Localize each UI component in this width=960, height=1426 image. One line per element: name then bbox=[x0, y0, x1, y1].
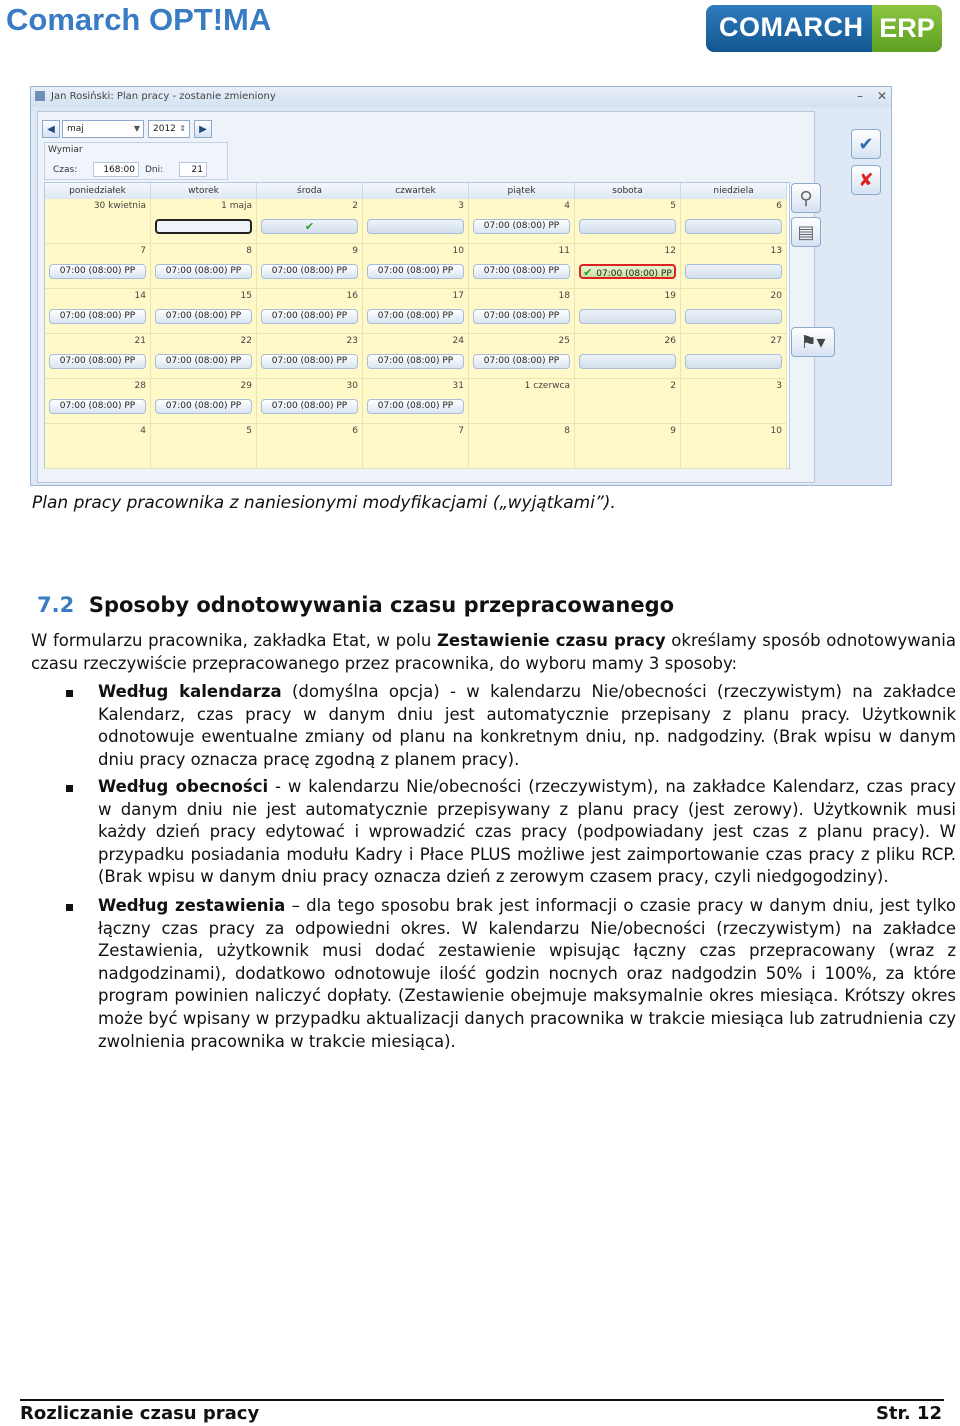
footer-divider bbox=[20, 1399, 944, 1401]
day-schedule-slot[interactable]: 07:00 (08:00) PP bbox=[473, 309, 570, 324]
day-number: 19 bbox=[664, 291, 676, 301]
window-titlebar bbox=[31, 87, 891, 107]
calendar-day[interactable] bbox=[45, 289, 151, 334]
day-number: 26 bbox=[664, 336, 676, 346]
calendar-day[interactable] bbox=[363, 199, 469, 244]
day-schedule-slot[interactable]: 07:00 (08:00) PP bbox=[155, 354, 252, 369]
calendar-day[interactable] bbox=[681, 244, 787, 289]
check-icon: ✔ bbox=[583, 266, 597, 279]
czas-label: Czas: bbox=[53, 165, 78, 175]
day-number: 4 bbox=[564, 201, 570, 211]
day-schedule-slot[interactable]: 07:00 (08:00) PP bbox=[155, 399, 252, 414]
day-number: 8 bbox=[246, 246, 252, 256]
chevron-down-icon: ▼ bbox=[133, 124, 140, 133]
weekday-header: piątek bbox=[469, 183, 575, 199]
day-schedule-slot[interactable]: 07:00 (08:00) PP bbox=[367, 309, 464, 324]
day-number: 11 bbox=[558, 246, 570, 256]
day-number: 9 bbox=[352, 246, 358, 256]
bullet-calendar-title: Według kalendarza bbox=[98, 682, 282, 701]
day-number: 3 bbox=[776, 381, 782, 391]
calendar-day[interactable] bbox=[681, 334, 787, 379]
day-number: 30 bbox=[346, 381, 358, 391]
day-schedule-slot[interactable] bbox=[579, 354, 676, 369]
year-value: 2012 bbox=[153, 124, 176, 134]
day-number: 1 maja bbox=[221, 201, 252, 211]
day-schedule-slot[interactable]: 07:00 (08:00) PP bbox=[261, 264, 358, 279]
calendar-day[interactable] bbox=[575, 379, 681, 424]
calendar-day[interactable] bbox=[151, 334, 257, 379]
weekday-header: sobota bbox=[575, 183, 681, 199]
calendar-panel bbox=[37, 111, 815, 483]
day-number: 7 bbox=[458, 426, 464, 436]
day-schedule-slot[interactable] bbox=[685, 354, 782, 369]
day-schedule-slot[interactable] bbox=[261, 219, 358, 234]
day-number: 24 bbox=[452, 336, 464, 346]
calendar-day[interactable] bbox=[45, 334, 151, 379]
calendar-day[interactable] bbox=[45, 199, 151, 244]
calendar-day[interactable] bbox=[45, 379, 151, 424]
calendar-day[interactable] bbox=[469, 334, 575, 379]
day-number: 20 bbox=[770, 291, 782, 301]
calendar-day[interactable] bbox=[469, 199, 575, 244]
document-title: Comarch OPT!MA bbox=[6, 2, 272, 37]
bullet-summary-title: Według zestawienia bbox=[98, 896, 286, 915]
weekday-header: niedziela bbox=[681, 183, 787, 199]
section-number: 7.2 bbox=[37, 593, 75, 617]
day-number: 29 bbox=[240, 381, 252, 391]
save-icon[interactable]: ✔ bbox=[851, 129, 881, 159]
day-schedule-slot[interactable] bbox=[367, 219, 464, 234]
calendar-day[interactable] bbox=[681, 199, 787, 244]
bullet-presence-title: Według obecności bbox=[98, 777, 269, 796]
day-schedule-slot[interactable]: 07:00 (08:00) PP bbox=[49, 399, 146, 414]
bullet-marker bbox=[66, 690, 73, 697]
calendar-day[interactable] bbox=[45, 424, 151, 469]
day-number: 15 bbox=[240, 291, 252, 301]
calendar-day[interactable] bbox=[257, 334, 363, 379]
day-number: 21 bbox=[134, 336, 146, 346]
day-number: 25 bbox=[558, 336, 570, 346]
day-number: 6 bbox=[352, 426, 358, 436]
day-schedule-slot[interactable] bbox=[685, 264, 782, 279]
weekday-header: czwartek bbox=[363, 183, 469, 199]
calendar-day[interactable] bbox=[363, 379, 469, 424]
day-number: 13 bbox=[770, 246, 782, 256]
day-schedule-slot[interactable] bbox=[579, 264, 676, 279]
work-plan-window bbox=[30, 86, 892, 486]
cancel-icon[interactable]: ✘ bbox=[851, 165, 881, 195]
day-schedule-slot[interactable]: 07:00 (08:00) PP bbox=[261, 309, 358, 324]
calendar-day[interactable] bbox=[469, 244, 575, 289]
day-number: 6 bbox=[776, 201, 782, 211]
calendar-day[interactable] bbox=[151, 289, 257, 334]
intro-bold: Zestawienie czasu pracy bbox=[436, 631, 666, 650]
calendar-day[interactable] bbox=[363, 244, 469, 289]
calendar-day[interactable] bbox=[151, 244, 257, 289]
bullet-marker bbox=[66, 785, 73, 792]
weekday-header: poniedziałek bbox=[45, 183, 151, 199]
action-menu-icon[interactable]: ⚑▾ bbox=[791, 327, 835, 357]
bullet-calendar bbox=[98, 681, 956, 771]
day-schedule-slot[interactable] bbox=[685, 219, 782, 234]
day-number: 4 bbox=[140, 426, 146, 436]
day-number: 2 bbox=[352, 201, 358, 211]
day-number: 10 bbox=[770, 426, 782, 436]
day-number: 1 czerwca bbox=[524, 381, 570, 391]
delete-icon[interactable]: ▤ bbox=[791, 217, 821, 247]
calendar-day[interactable] bbox=[257, 424, 363, 469]
day-number: 5 bbox=[670, 201, 676, 211]
day-number: 9 bbox=[670, 426, 676, 436]
czas-field: 168:00 bbox=[93, 162, 139, 177]
calendar-day[interactable] bbox=[363, 289, 469, 334]
calendar-day[interactable] bbox=[575, 424, 681, 469]
day-number: 31 bbox=[452, 381, 464, 391]
day-number: 17 bbox=[452, 291, 464, 301]
day-number: 22 bbox=[240, 336, 252, 346]
logo-erp-text: ERP bbox=[872, 5, 942, 52]
day-schedule-slot[interactable] bbox=[579, 219, 676, 234]
day-number: 30 kwietnia bbox=[93, 201, 146, 211]
day-number: 8 bbox=[564, 426, 570, 436]
day-schedule-slot[interactable]: 07:00 (08:00) PP bbox=[155, 264, 252, 279]
close-icon[interactable]: ✕ bbox=[877, 89, 888, 103]
day-schedule-slot[interactable]: 07:00 (08:00) PP bbox=[49, 309, 146, 324]
day-schedule-slot[interactable]: 07:00 (08:00) PP bbox=[367, 264, 464, 279]
calendar-day[interactable] bbox=[469, 424, 575, 469]
slot-text: 07:00 (08:00) PP bbox=[596, 269, 672, 279]
weekday-header: środa bbox=[257, 183, 363, 199]
day-schedule-slot[interactable]: 07:00 (08:00) PP bbox=[367, 399, 464, 414]
bullet-summary-text: – dla tego sposobu brak jest informacji o czasie pracy w danym dniu, jest tylko łączny czas pracy za odpowiedni okres. W kalendarzu Nie/obecności (rzeczywistym) na zakładce Zestawienia, użytkownik musi dodać zestawienie wpisując łączny czas przepracowany (wraz z nadgodzinami), dodatkowo odnotowuje ilość godzin nocnych oraz nadgodzin 50% i 100%, za które program powinien naliczyć dopłaty. (Zestawienie obejmuje maksymalnie okres miesiąca. Krótszy okres może być wpisany w przypadku aktualizacji danych pracownika w trakcie miesiąca lub zatrudnienia czy zwolnienia pracownika w trakcie miesiąca). bbox=[98, 896, 956, 1051]
day-number: 27 bbox=[770, 336, 782, 346]
day-schedule-slot[interactable]: 07:00 (08:00) PP bbox=[473, 219, 570, 234]
footer-chapter: Rozliczanie czasu pracy bbox=[20, 1403, 260, 1424]
section-heading bbox=[37, 593, 674, 617]
intro-text-2: określamy sposób odnotowywania czasu rzeczywiście przepracowanego przez pracownika, do wyboru mamy 3 sposoby: bbox=[31, 631, 956, 673]
calendar-day[interactable] bbox=[363, 334, 469, 379]
day-number: 5 bbox=[246, 426, 252, 436]
check-icon: ✔ bbox=[304, 220, 315, 233]
day-number: 2 bbox=[670, 381, 676, 391]
day-schedule-slot[interactable]: 07:00 (08:00) PP bbox=[473, 264, 570, 279]
calendar-day[interactable] bbox=[575, 199, 681, 244]
day-number: 23 bbox=[346, 336, 358, 346]
day-number: 16 bbox=[346, 291, 358, 301]
calendar-day[interactable] bbox=[575, 289, 681, 334]
intro-text-1: W formularzu pracownika, zakładka Etat, w polu bbox=[31, 631, 437, 650]
dni-label: Dni: bbox=[145, 165, 164, 175]
spin-icon: ⇕ bbox=[179, 124, 186, 133]
logo-comarch-text: COMARCH bbox=[719, 12, 864, 42]
window-app-icon bbox=[35, 91, 45, 101]
day-number: 14 bbox=[134, 291, 146, 301]
day-schedule-slot[interactable] bbox=[685, 309, 782, 324]
bullet-marker bbox=[66, 904, 73, 911]
day-number: 3 bbox=[458, 201, 464, 211]
footer-page-number: Str. 12 bbox=[875, 1403, 942, 1424]
calendar-day[interactable] bbox=[575, 334, 681, 379]
calendar-day[interactable] bbox=[681, 424, 787, 469]
year-stepper[interactable] bbox=[148, 120, 190, 138]
day-number: 12 bbox=[664, 246, 676, 256]
day-number: 7 bbox=[140, 246, 146, 256]
bullet-presence-text: - w kalendarzu Nie/obecności (rzeczywistym), na zakładce Kalendarz, czas pracy w danym dniu nie jest automatycznie przepisywany z planu pracy (jest zerowy). Użytkownik musi każdy dzień pracy edytować i wprowadzić czas pracy (podpowiadany jest czas z planu pracy). W przypadku posiadania modułu Kadry i Płace PLUS możliwe jest zaimportowanie czas pracy z pliku RCP. (Brak wpisu w danym dniu pracy oznacza dzień z zerowym czasem pracy, czyli niedgogodziny). bbox=[98, 777, 957, 887]
day-schedule-slot[interactable]: 07:00 (08:00) PP bbox=[261, 354, 358, 369]
pin-icon[interactable]: ⚲ bbox=[791, 183, 821, 213]
calendar-day[interactable] bbox=[257, 289, 363, 334]
intro-paragraph bbox=[31, 630, 956, 675]
figure-caption: Plan pracy pracownika z naniesionymi modyfikacjami („wyjątkami”). bbox=[32, 493, 616, 513]
bullet-calendar-text: (domyślna opcja) - w kalendarzu Nie/obecności (rzeczywistym) na zakładce Kalendarz, czas pracy w danym dniu jest automatycznie przepisany z planu pracy. Użytkownik odnotowuje ewentualne zmiany od planu na konkretnym dniu, np. nadgodziny. (Brak wpisu w danym dniu pracy oznacza pracę zgodną z planem pracy). bbox=[98, 682, 956, 769]
bullet-presence bbox=[98, 776, 956, 889]
calendar-day[interactable] bbox=[469, 379, 575, 424]
calendar-day[interactable] bbox=[681, 379, 787, 424]
calendar-day[interactable] bbox=[681, 289, 787, 334]
minimize-icon[interactable]: – bbox=[857, 89, 863, 103]
calendar-day[interactable] bbox=[151, 199, 257, 244]
day-schedule-slot[interactable]: 07:00 (08:00) PP bbox=[49, 264, 146, 279]
wymiar-label: Wymiar bbox=[48, 145, 83, 155]
day-number: 18 bbox=[558, 291, 570, 301]
day-schedule-slot[interactable] bbox=[579, 309, 676, 324]
wymiar-group bbox=[44, 142, 228, 180]
comarch-erp-logo bbox=[706, 5, 942, 52]
day-schedule-slot[interactable]: 07:00 (08:00) PP bbox=[367, 354, 464, 369]
window-title: Jan Rosiński: Plan pracy - zostanie zmieniony bbox=[51, 91, 276, 102]
month-calendar-grid bbox=[44, 182, 790, 469]
month-select[interactable] bbox=[62, 120, 144, 138]
day-schedule-slot[interactable]: 07:00 (08:00) PP bbox=[155, 309, 252, 324]
prev-month-button[interactable]: ◀ bbox=[42, 120, 60, 138]
bullet-summary bbox=[98, 895, 956, 1053]
calendar-day[interactable] bbox=[257, 199, 363, 244]
calendar-day[interactable] bbox=[257, 244, 363, 289]
day-schedule-slot[interactable]: 07:00 (08:00) PP bbox=[261, 399, 358, 414]
calendar-day[interactable] bbox=[257, 379, 363, 424]
next-month-button[interactable]: ▶ bbox=[194, 120, 212, 138]
day-number: 28 bbox=[134, 381, 146, 391]
dni-field: 21 bbox=[179, 162, 207, 177]
calendar-day[interactable] bbox=[45, 244, 151, 289]
calendar-day[interactable] bbox=[575, 244, 681, 289]
calendar-day[interactable] bbox=[469, 289, 575, 334]
calendar-day[interactable] bbox=[151, 424, 257, 469]
day-schedule-slot[interactable]: 07:00 (08:00) PP bbox=[49, 354, 146, 369]
day-schedule-slot[interactable] bbox=[155, 219, 252, 234]
day-schedule-slot[interactable]: 07:00 (08:00) PP bbox=[473, 354, 570, 369]
section-title: Sposoby odnotowywania czasu przepracowanego bbox=[88, 593, 675, 617]
month-value: maj bbox=[67, 124, 84, 134]
day-number: 10 bbox=[452, 246, 464, 256]
calendar-day[interactable] bbox=[363, 424, 469, 469]
weekday-header: wtorek bbox=[151, 183, 257, 199]
calendar-day[interactable] bbox=[151, 379, 257, 424]
